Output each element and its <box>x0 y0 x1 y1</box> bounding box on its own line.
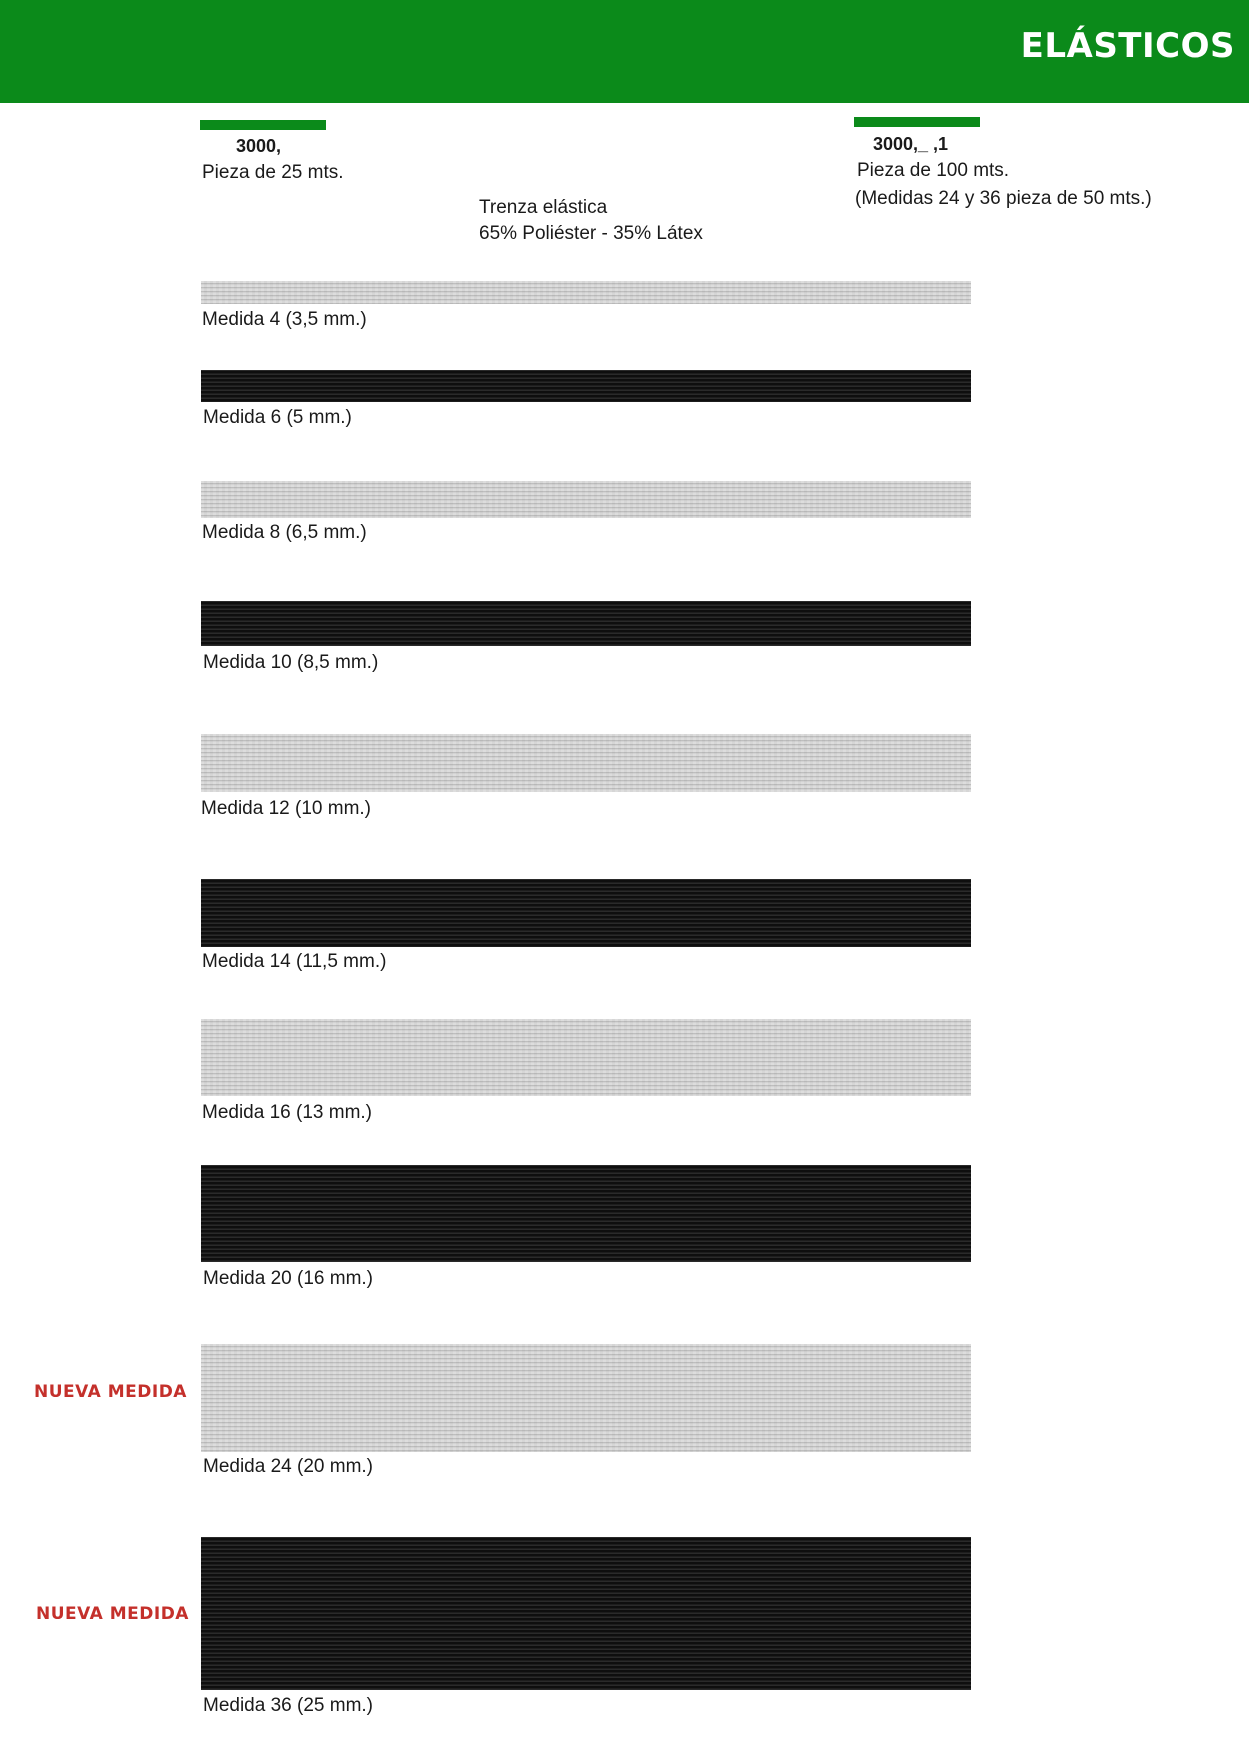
elastic-strip-14 <box>201 879 971 947</box>
strip-label-10: Medida 10 (8,5 mm.) <box>203 652 379 673</box>
strip-label-16: Medida 16 (13 mm.) <box>202 1102 373 1123</box>
product-composition: 65% Poliéster - 35% Látex <box>479 223 703 244</box>
right-piece-length: Pieza de 100 mts. <box>857 160 1010 181</box>
left-piece-length: Pieza de 25 mts. <box>202 162 344 183</box>
right-product-code: 3000,_ ,1 <box>873 134 949 154</box>
strip-label-14: Medida 14 (11,5 mm.) <box>202 951 387 972</box>
strip-label-24: Medida 24 (20 mm.) <box>203 1456 374 1477</box>
new-size-tag: NUEVA MEDIDA <box>34 1382 187 1402</box>
elastic-strip-36 <box>201 1537 971 1690</box>
elastic-strip-24 <box>201 1344 971 1452</box>
product-name: Trenza elástica <box>479 197 608 218</box>
strip-label-12: Medida 12 (10 mm.) <box>201 798 372 819</box>
strip-label-4: Medida 4 (3,5 mm.) <box>202 309 367 330</box>
strip-label-6: Medida 6 (5 mm.) <box>203 407 352 428</box>
elastic-strip-4 <box>201 281 971 304</box>
elastic-strip-10 <box>201 601 971 646</box>
elastic-strip-6 <box>201 370 971 402</box>
page-title: ELÁSTICOS <box>1020 26 1235 66</box>
right-accent-line <box>854 117 980 127</box>
strip-label-8: Medida 8 (6,5 mm.) <box>202 522 367 543</box>
elastic-strip-20 <box>201 1165 971 1262</box>
elastic-strip-8 <box>201 481 971 518</box>
header-bar <box>0 0 1249 103</box>
right-piece-note: (Medidas 24 y 36 pieza de 50 mts.) <box>855 188 1152 209</box>
strip-label-20: Medida 20 (16 mm.) <box>203 1268 374 1289</box>
elastic-strip-16 <box>201 1019 971 1096</box>
left-product-code: 3000, <box>236 136 282 156</box>
new-size-tag: NUEVA MEDIDA <box>36 1604 189 1624</box>
strip-label-36: Medida 36 (25 mm.) <box>203 1695 374 1716</box>
left-accent-line <box>200 120 326 130</box>
elastic-strip-12 <box>201 734 971 792</box>
